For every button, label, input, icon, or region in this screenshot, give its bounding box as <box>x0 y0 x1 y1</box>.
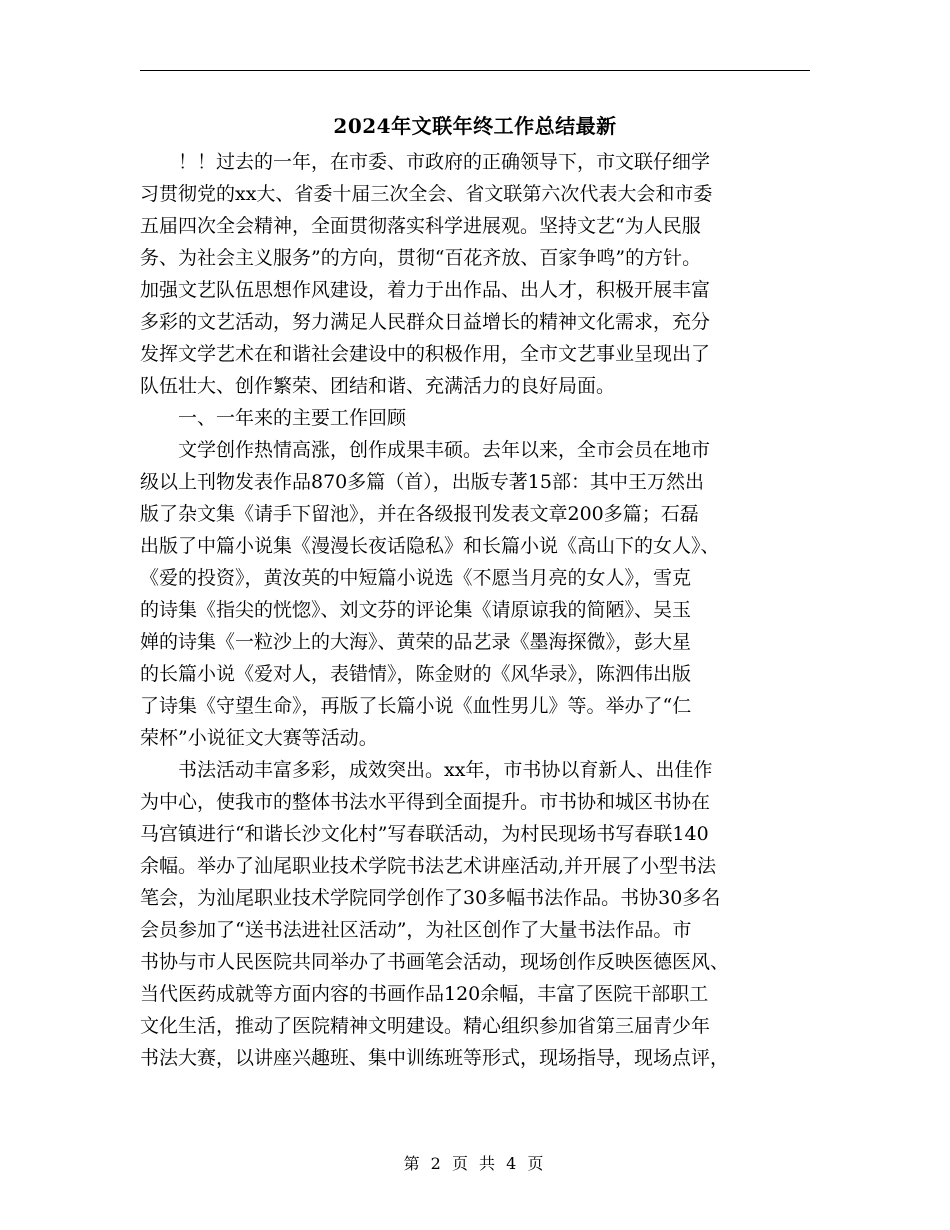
text-line: 了诗集《守望生命》，再版了长篇小说《血性男儿》等。举办了“仁 <box>140 695 692 717</box>
text-line: 笔会，为汕尾职业技术学院同学创作了30多幅书法作品。书协30多名 <box>140 887 721 909</box>
text-line: 书协与市人民医院共同举办了书画笔会活动，现场创作反映医德医风、 <box>140 951 730 973</box>
text-line: 队伍壮大、创作繁荣、团结和谐、充满活力的良好局面。 <box>140 375 616 397</box>
text-line: 的长篇小说《爱对人，表错情》，陈金财的《风华录》，陈泗伟出版 <box>140 663 692 685</box>
text-line: 当代医药成就等方面内容的书画作品120余幅，丰富了医院干部职工 <box>140 983 709 1005</box>
document-title: 2024年文联年终工作总结最新 <box>333 114 617 138</box>
text-line: 为中心，使我市的整体书法水平得到全面提升。市书协和城区书协在 <box>140 791 711 813</box>
page-number: 第 2 页 共 4 页 <box>403 1154 547 1173</box>
text-line: 文化生活，推动了医院精神文明建设。精心组织参加省第三届青少年 <box>140 1015 711 1037</box>
text-line: 多彩的文艺活动，努力满足人民群众日益增长的精神文化需求，充分 <box>140 311 711 333</box>
text-line: 《爱的投资》，黄汝英的中短篇小说选《不愿当月亮的女人》，雪克 <box>140 567 692 589</box>
text-line: 一、一年来的主要工作回顾 <box>178 407 407 429</box>
text-line: 书法大赛，以讲座兴趣班、集中训练班等形式，现场指导，现场点评， <box>140 1047 730 1069</box>
text-line: 余幅。举办了汕尾职业技术学院书法艺术讲座活动,并开展了小型书法 <box>140 855 717 877</box>
text-line: ！！过去的一年，在市委、市政府的正确领导下，市文联仔细学 <box>178 151 711 173</box>
text-line: 会员参加了“送书法进社区活动”，为社区创作了大量书法作品。市 <box>140 919 692 941</box>
paragraph <box>140 402 810 434</box>
text-line: 出版了中篇小说集《漫漫长夜话隐私》和长篇小说《高山下的女人》、 <box>140 535 720 557</box>
text-line: 版了杂文集《请手下留池》，并在各级报刊发表文章200多篇；石磊 <box>140 503 699 525</box>
paragraph <box>140 146 810 402</box>
document-body <box>140 146 810 1074</box>
paragraph <box>140 434 810 754</box>
text-line: 马宫镇进行“和谐长沙文化村”写春联活动，为村民现场书写春联140 <box>140 823 709 845</box>
text-line: 加强文艺队伍思想作风建设，着力于出作品、出人才，积极开展丰富 <box>140 279 711 301</box>
text-line: 五届四次全会精神，全面贯彻落实科学进展观。坚持文艺“为人民服 <box>140 215 701 237</box>
paragraph <box>140 754 810 1074</box>
text-line: 婵的诗集《一粒沙上的大海》、黄荣的品艺录《墨海探微》，彭大星 <box>140 631 692 653</box>
text-line: 发挥文学艺术在和谐社会建设中的积极作用，全市文艺事业呈现出了 <box>140 343 711 365</box>
text-line: 级以上刊物发表作品870多篇（首），出版专著15部：其中王万然出 <box>140 471 704 493</box>
text-line: 务、为社会主义服务”的方向，贯彻“百花齐放、百家争鸣”的方针。 <box>140 247 702 269</box>
text-line: 书法活动丰富多彩，成效突出。xx年，市书协以育新人、出佳作 <box>178 759 713 781</box>
text-line: 文学创作热情高涨，创作成果丰硕。去年以来，全市会员在地市 <box>178 439 711 461</box>
text-line: 的诗集《指尖的恍惚》、刘文芬的评论集《请原谅我的简陋》、吴玉 <box>140 599 692 621</box>
header-rule <box>140 70 810 71</box>
text-line: 习贯彻党的xx大、省委十届三次全会、省文联第六次代表大会和市委 <box>140 183 713 205</box>
text-line: 荣杯”小说征文大赛等活动。 <box>140 727 378 749</box>
